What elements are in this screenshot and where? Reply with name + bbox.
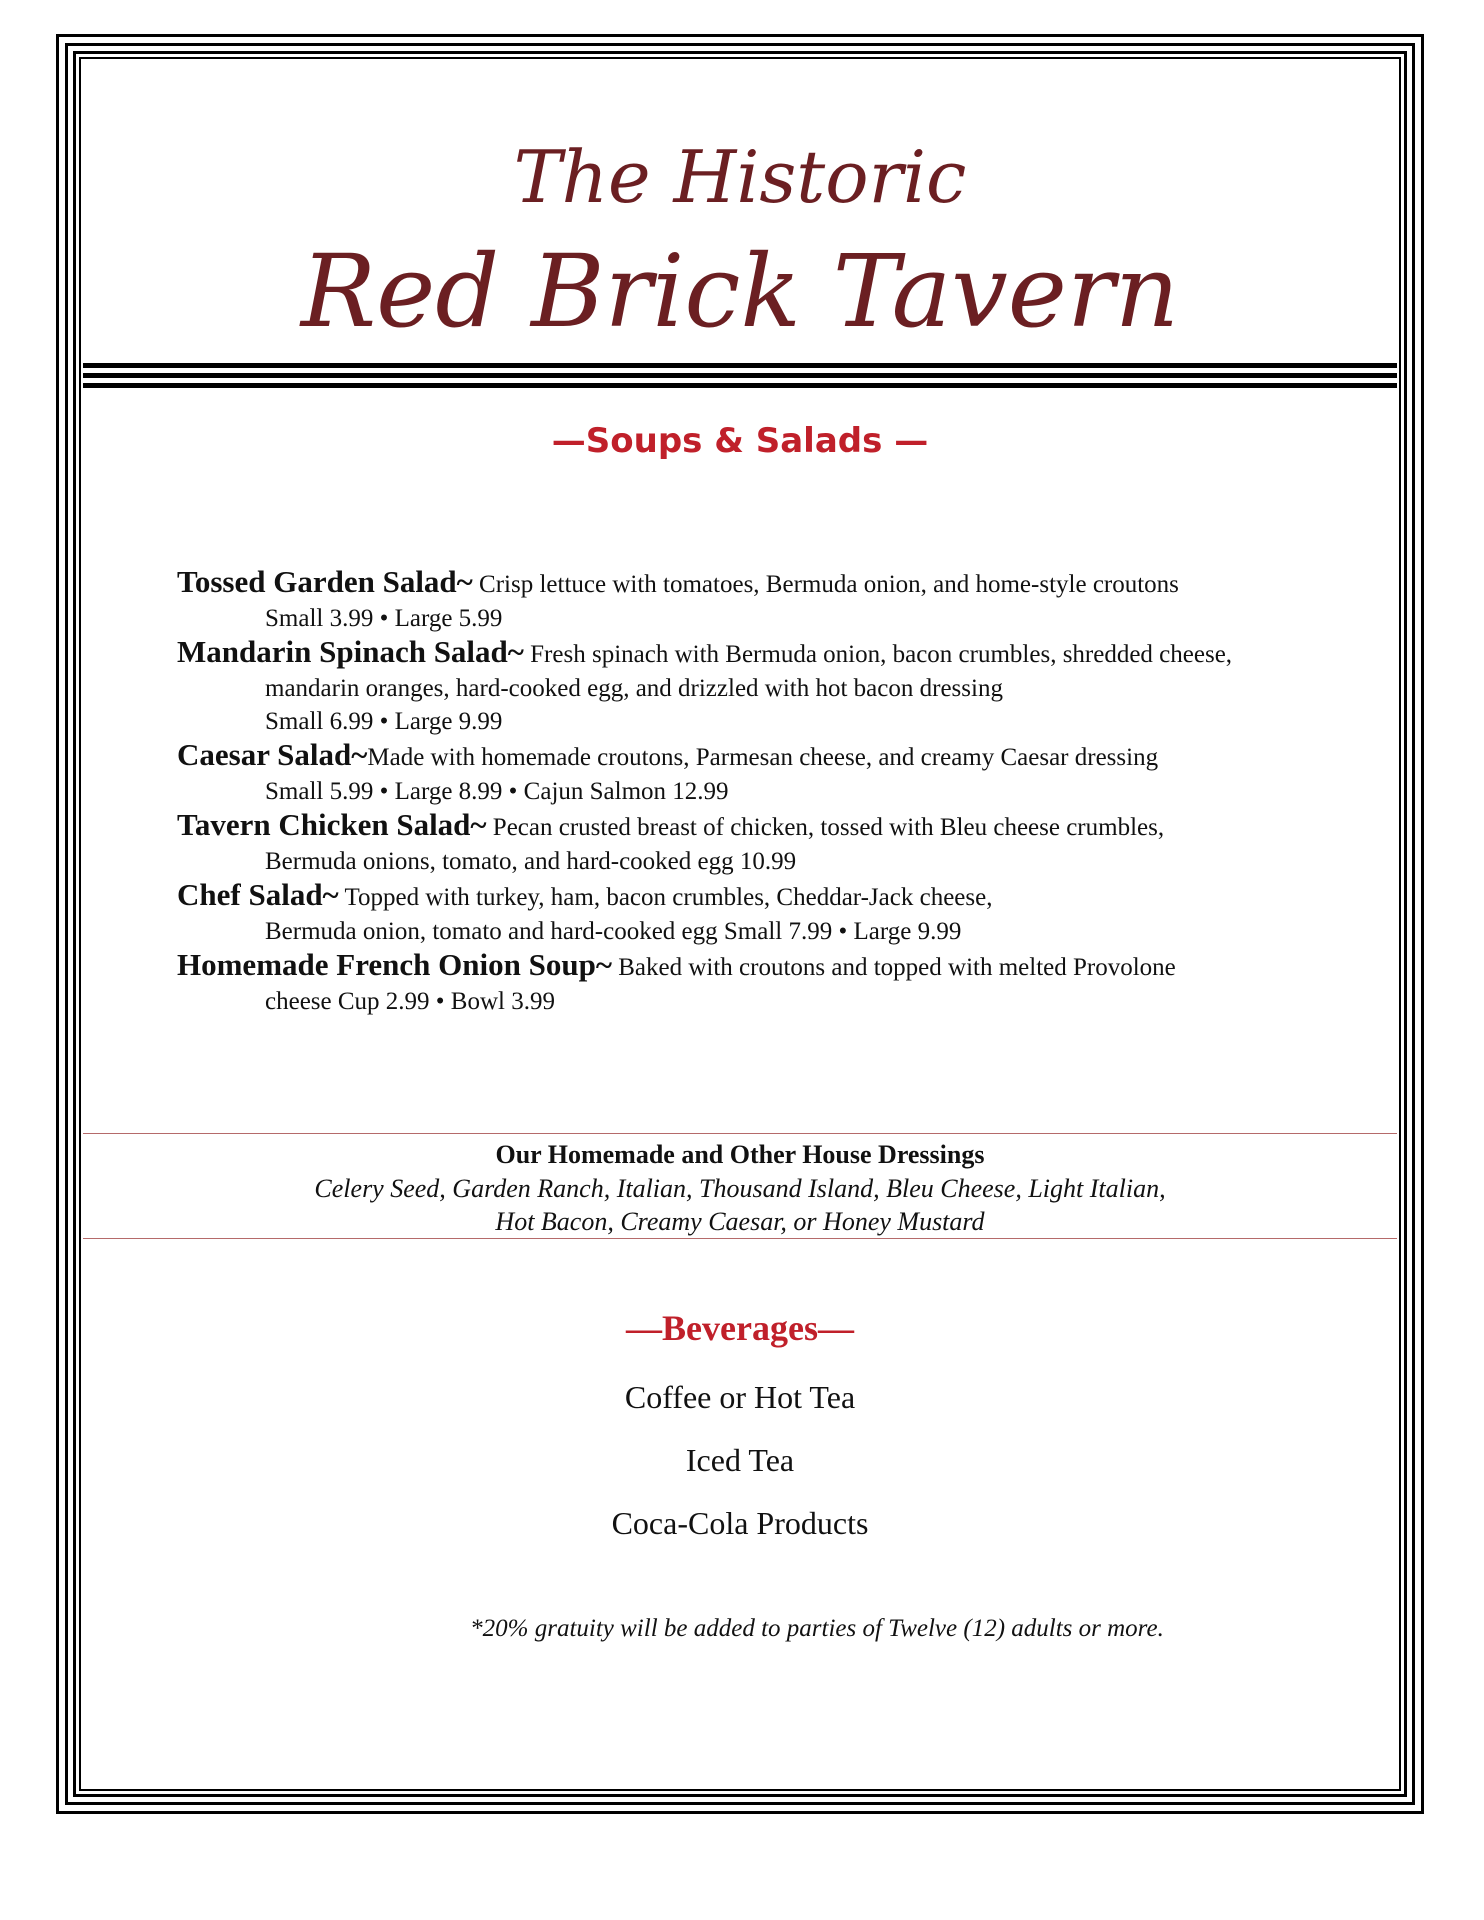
menu-item-name: Tavern Chicken Salad~: [177, 807, 487, 842]
menu-border: [56, 34, 1424, 1814]
menu-item-detail-line: Bermuda onion, tomato and hard-cooked egg Small 7.99 • Large 9.99: [265, 918, 962, 945]
menu-item-description: Pecan crusted breast of chicken, tossed with Bleu cheese crumbles,: [486, 814, 1165, 841]
menu-item-detail-line: mandarin oranges, hard-cooked egg, and drizzled with hot bacon dressing: [265, 675, 1003, 702]
menu-item: [177, 878, 1397, 948]
header-rule-2: [83, 373, 1397, 378]
header-rule-1: [83, 363, 1397, 368]
menu-item-main-line: [177, 808, 1397, 845]
menu-item: [177, 738, 1397, 808]
menu-item-main-line: [177, 948, 1397, 985]
beverages-list: [59, 1377, 1421, 1566]
menu-item-description: Made with homemade croutons, Parmesan cheese, and creamy Caesar dressing: [367, 744, 1159, 771]
menu-content: [59, 37, 1421, 1811]
menu-item-main-line: [177, 565, 1397, 602]
beverage-item: Iced Tea: [685, 1442, 795, 1478]
menu-item-main-line: [177, 635, 1397, 672]
menu-item-name: Caesar Salad~: [177, 737, 368, 772]
gratuity-note: *20% gratuity will be added to parties of Twelve (12) adults or more.: [470, 1615, 1164, 1642]
menu-item-name: Chef Salad~: [177, 877, 339, 912]
menu-item-name: Mandarin Spinach Salad~: [177, 634, 524, 669]
menu-item-name: Tossed Garden Salad~: [177, 564, 473, 599]
menu-item-description: Topped with turkey, ham, bacon crumbles, Cheddar-Jack cheese,: [338, 884, 993, 911]
dressings-title: Our Homemade and Other House Dressings: [495, 1140, 985, 1169]
menu-item-name: Homemade French Onion Soup~: [177, 947, 612, 982]
header-rule-3: [83, 383, 1397, 388]
menu-item: [177, 948, 1397, 1018]
menu-item-detail-line: Small 5.99 • Large 8.99 • Cajun Salmon 12.99: [265, 778, 729, 805]
menu-item: [177, 635, 1397, 738]
dressings-line-2: Hot Bacon, Creamy Caesar, or Honey Mustard: [495, 1207, 985, 1236]
menu-item-description: Fresh spinach with Bermuda onion, bacon crumbles, shredded cheese,: [523, 641, 1233, 668]
menu-item-main-line: [177, 878, 1397, 915]
dressings-box: [83, 1133, 1397, 1239]
menu-item: [177, 565, 1397, 635]
menu-item-detail-line: cheese Cup 2.99 • Bowl 3.99: [265, 988, 555, 1015]
dressings-line-1: Celery Seed, Garden Ranch, Italian, Thousand Island, Bleu Cheese, Light Italian,: [314, 1174, 1166, 1203]
menu-item-detail-line: Small 6.99 • Large 9.99: [265, 708, 503, 735]
menu-item-detail-line: Small 3.99 • Large 5.99: [265, 605, 503, 632]
menu-item-main-line: [177, 738, 1397, 775]
menu-item-description: Baked with croutons and topped with melted Provolone: [611, 954, 1176, 981]
restaurant-title-large: Red Brick Tavern: [300, 233, 1180, 350]
soups-salads-heading: —Soups & Salads —: [551, 421, 929, 461]
beverages-heading: —Beverages—: [626, 1308, 854, 1348]
restaurant-title-small: The Historic: [513, 135, 967, 219]
menu-item: [177, 808, 1397, 878]
menu-item-description: Crisp lettuce with tomatoes, Bermuda onion, and home-style croutons: [472, 571, 1179, 598]
beverage-item: Coffee or Hot Tea: [624, 1379, 856, 1415]
menu-items-list: [177, 565, 1397, 1018]
beverage-item: Coca-Cola Products: [611, 1505, 869, 1541]
menu-item-detail-line: Bermuda onions, tomato, and hard-cooked egg 10.99: [265, 848, 797, 875]
